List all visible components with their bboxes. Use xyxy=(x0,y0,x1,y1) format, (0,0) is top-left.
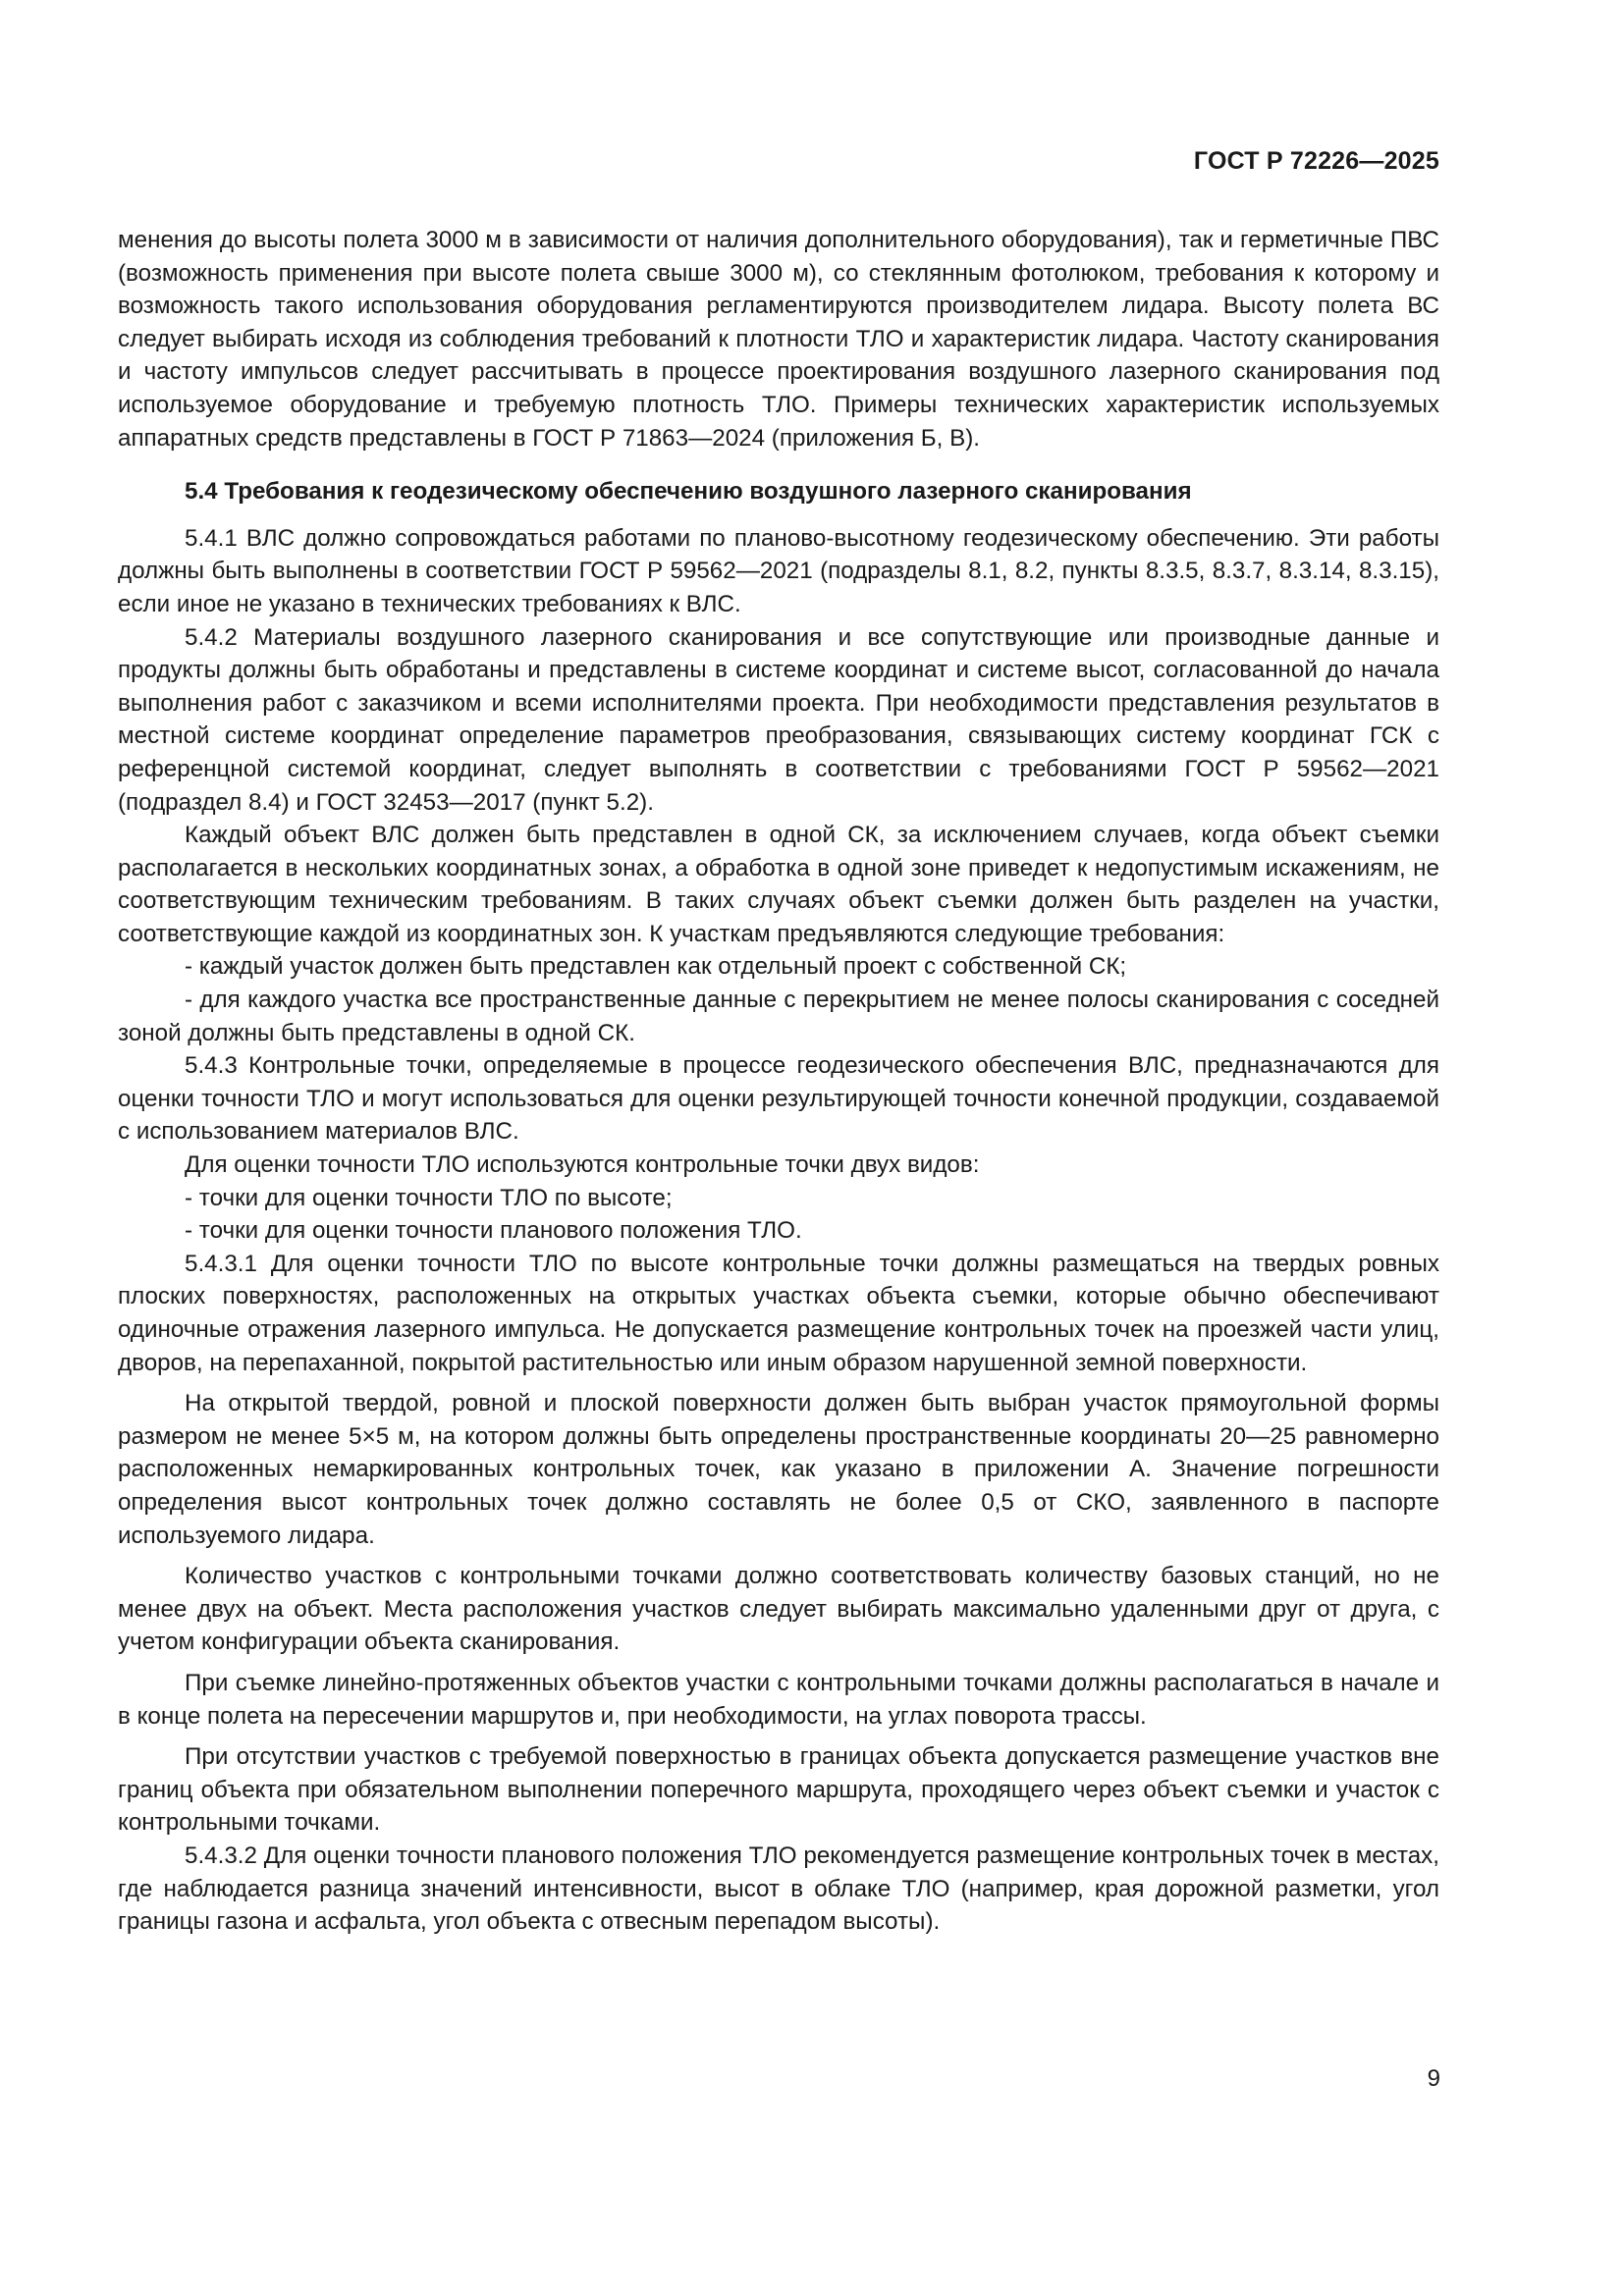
paragraph-object-sk: Каждый объект ВЛС должен быть представлен в одной СК, за исключением случаев, когда объект съемки располагается в нескольких координатных зонах, а обработка в одной зоне приведет к недопустимым искажениям, не соответствующим техническим требованиям. В таких случаях объект съемки должен быть разделен на участки, соответствующие каждой из координатных зон. К участкам предъявляются следующие требования: xyxy=(118,822,1439,947)
list-control-point-types xyxy=(118,1182,1439,1248)
paragraph-intro-continuation: менения до высоты полета 3000 м в зависимости от наличия дополнительного оборудования), так и герметичные ПВС (возможность применения при высоте полета свыше 3000 м), со стеклянным фотолюком, требования к которому и возможность такого использования оборудования регламентируются производителем лидара. Высоту полета ВС следует выбирать исходя из соблюдения требований к плотности ТЛО и характеристик лидара. Частоту сканирования и частоту импульсов следует рассчитывать в процессе проектирования воздушного лазерного сканирования под используемое оборудование и требуемую плотность ТЛО. Примеры технических характеристик используемых аппаратных средств представлены в ГОСТ Р 71863—2024 (приложения Б, В). xyxy=(118,227,1439,452)
paragraph-5-4-3-1: 5.4.3.1 Для оценки точности ТЛО по высоте контрольные точки должны размещаться на твердых ровных плоских поверхностях, расположенных на открытых участках объекта съемки, которые обычно обеспечивают одиночные отражения лазерного импульса. Не допускается размещение контрольных точек на проезжей части улиц, дворов, на перепаханной, покрытой растительностью или иным образом нарушенной земной поверхности. xyxy=(118,1250,1439,1376)
paragraph-5-4-2: 5.4.2 Материалы воздушного лазерного сканирования и все сопутствующие или производные данные и продукты должны быть обработаны и представлены в системе координат и системе высот, согласованной до начала выполнения работ с заказчиком и всеми исполнителями проекта. При необходимости представления результатов в местной системе координат определение параметров преобразования, связывающих систему координат ГСК с референцной системой координат, следует выполнять в соответствии с требованиями ГОСТ Р 59562—2021 (подраздел 8.4) и ГОСТ 32453—2017 (пункт 5.2). xyxy=(118,623,1439,816)
list-item: - точки для оценки точности планового положения ТЛО. xyxy=(185,1217,802,1245)
list-item: - для каждого участка все пространственные данные с перекрытием не менее полосы сканирования с соседней зоной должны быть представлены в одной СК. xyxy=(118,987,1439,1046)
document-body xyxy=(118,224,1439,1939)
paragraph-5-4-3: 5.4.3 Контрольные точки, определяемые в процессе геодезического обеспечения ВЛС, предназначаются для оценки точности ТЛО и могут использоваться для оценки результирующей точности конечной продукции, создаваемой с использованием материалов ВЛС. xyxy=(118,1052,1439,1146)
document-header-id: ГОСТ Р 72226—2025 xyxy=(1193,147,1439,175)
list-item: - каждый участок должен быть представлен как отдельный проект с собственной СК; xyxy=(185,953,1127,981)
paragraph-5-4-3-2: 5.4.3.2 Для оценки точности планового положения ТЛО рекомендуется размещение контрольных точек в местах, где наблюдается разница значений интенсивности, высот в облаке ТЛО (например, края дорожной разметки, угол границы газона и асфальта, угол объекта с отвесным перепадом высоты). xyxy=(118,1842,1439,1936)
paragraph-count-sites: Количество участков с контрольными точками должно соответствовать количеству базовых станций, но не менее двух на объект. Места расположения участков следует выбирать максимально удаленными друг от друга, с учетом конфигурации объекта сканирования. xyxy=(118,1563,1439,1656)
paragraph-open-surface: На открытой твердой, ровной и плоской поверхности должен быть выбран участок прямоугольной формы размером не менее 5×5 м, на котором должны быть определены пространственные координаты 20—25 равномерно расположенных немаркированных контрольных точек, как указано в приложении А. Значение погрешности определения высот контрольных точек должно составлять не более 0,5 от СКО, заявленного в паспорте используемого лидара. xyxy=(118,1390,1439,1549)
section-heading-5-4: 5.4 Требования к геодезическому обеспечению воздушного лазерного сканирования xyxy=(185,478,1192,506)
list-item: - точки для оценки точности ТЛО по высоте; xyxy=(185,1184,673,1211)
paragraph-two-types: Для оценки точности ТЛО используются контрольные точки двух видов: xyxy=(185,1151,980,1179)
list-section-requirements xyxy=(118,950,1439,1049)
page-number: 9 xyxy=(1427,2065,1440,2092)
paragraph-linear-objects: При съемке линейно-протяженных объектов участки с контрольными точками должны располагаться в начале и в конце полета на пересечении маршрутов и, при необходимости, на углах поворота трассы. xyxy=(118,1669,1439,1730)
paragraph-absence-sites: При отсутствии участков с требуемой поверхностью в границах объекта допускается размещение участков вне границ объекта при обязательном выполнении поперечного маршрута, проходящего через объект съемки и участок с контрольными точками. xyxy=(118,1743,1439,1837)
paragraph-5-4-1: 5.4.1 ВЛС должно сопровождаться работами по планово-высотному геодезическому обеспечению. Эти работы должны быть выполнены в соответствии ГОСТ Р 59562—2021 (подразделы 8.1, 8.2, пункты 8.3.5, 8.3.7, 8.3.14, 8.3.15), если иное не указано в технических требованиях к ВЛС. xyxy=(118,524,1439,617)
